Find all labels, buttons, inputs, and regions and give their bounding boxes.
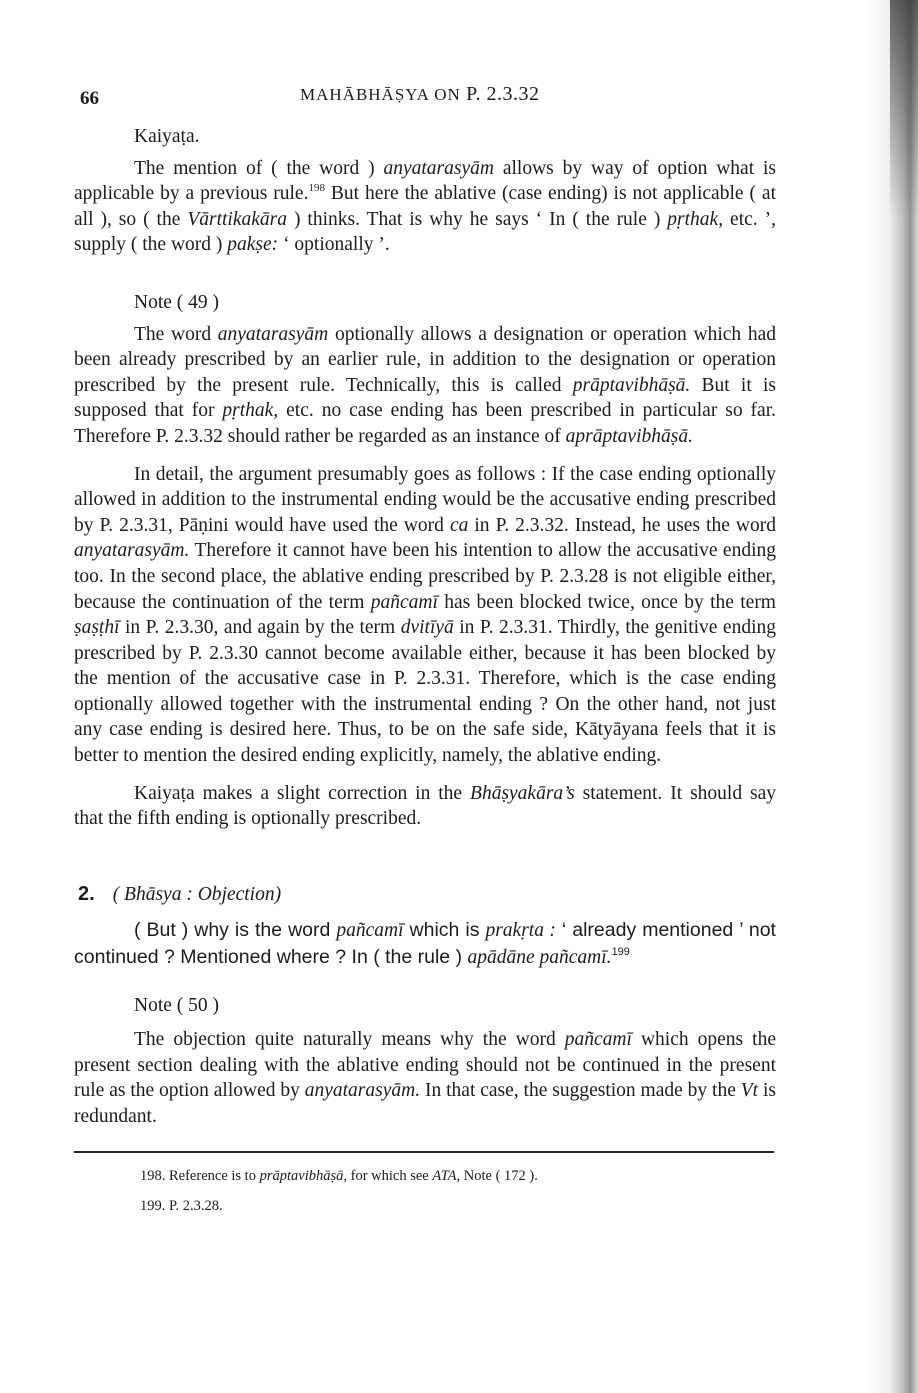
section-number: 2. — [78, 882, 95, 905]
note-49-paragraph-3: Kaiyaṭa makes a slight correction in the Bhāṣyakāra’s statement. It should say that the fifth ending is optionally prescribed. — [74, 782, 776, 830]
note-49-label: Note ( 49 ) — [134, 291, 220, 313]
page-number: 66 — [80, 88, 99, 109]
footnote-divider — [74, 1151, 774, 1153]
section-2-heading — [74, 882, 776, 908]
footnote-ref-199[interactable]: 199 — [611, 946, 630, 959]
running-title-prefix: MAHĀBHĀṢYA ON — [300, 85, 461, 104]
page-header — [74, 78, 776, 118]
footnote-199: 199. P. 2.3.28. — [140, 1198, 223, 1215]
footnote-ref-198[interactable]: 198 — [308, 182, 325, 195]
note-50-paragraph: The objection quite naturally means why the word pañcamī which opens the present section dealing with the ablative ending should not be continued in the present rule as the option allowed by anyatarasyām. In that case, the suggestion made by the Vt is redundant. — [74, 1029, 776, 1127]
kaiyata-paragraph: The mention of ( the word ) anyatarasyām allows by way of option what is applicable by a previous rule.$^{198}$ But here the ablative (case ending) is not applicable ( at all ), so ( the Vārttikakāra ) thinks. That is why he says ‘ In ( the rule ) pṛthak, etc. ’, supply ( the word ) pakṣe: ‘ optionally ’. — [74, 157, 777, 256]
note-49-paragraph-2: In detail, the argument presumably goes as follows : If the case ending optionally allowed in addition to the instrumental ending would be the accusative ending prescribed by P. 2.3.31, Pāṇini would have used the word ca in P. 2.3.32. Instead, he uses the word anyatarasyām. Therefore it cannot have been his intention to allow the accusative ending too. In the second place, the ablative ending prescribed by P. 2.3.28 is not eligible either, because the continuation of the term pañcamī has been blocked twice, once by the term ṣaṣṭhī in P. 2.3.30, and again by the term dvitīyā in P. 2.3.31. Thirdly, the genitive ending prescribed by P. 2.3.30 cannot become available either, because it has been blocked by the mention of the accusative case in P. 2.3.31. Therefore, which is the case ending optionally allowed together with the instrumental ending ? On the other hand, not just any case ending is desired here. Thus, to be on the safe side, Kātyāyana feels that it is better to mention the desired ending explicitly, namely, the ablative ending. — [74, 463, 776, 767]
scan-corner-shadow — [890, 0, 918, 220]
bhasya-objection-paragraph: ( But ) why is the word pañcamī which is prakṛta : ‘ already mentioned ’ not continued ? Mentioned where ? In ( the rule ) apādāne pañcamī.$^{199}$ — [74, 919, 776, 969]
book-page — [74, 78, 776, 1215]
footnote-198: 198. Reference is to prāptavibhāṣā, for which see ATA, Note ( 172 ). — [140, 1168, 538, 1185]
running-title — [300, 82, 540, 108]
note-50-label: Note ( 50 ) — [134, 995, 220, 1017]
kaiyata-label: Kaiyaṭa. — [134, 126, 200, 147]
section-title: ( Bhāsya : Objection) — [112, 883, 282, 905]
note-49-paragraph-1: The word anyatarasyām optionally allows a designation or operation which had been already prescribed by an earlier rule, in addition to the designation or operation prescribed by the present rule. Technically, this is called prāptavibhāṣā. But it is supposed that for pṛthak, etc. no case ending has been prescribed in particular so far. Therefore P. 2.3.32 should rather be regarded as an instance of aprāptavibhāṣā. — [74, 323, 776, 447]
running-title-rule: P. 2.3.32 — [466, 83, 540, 105]
